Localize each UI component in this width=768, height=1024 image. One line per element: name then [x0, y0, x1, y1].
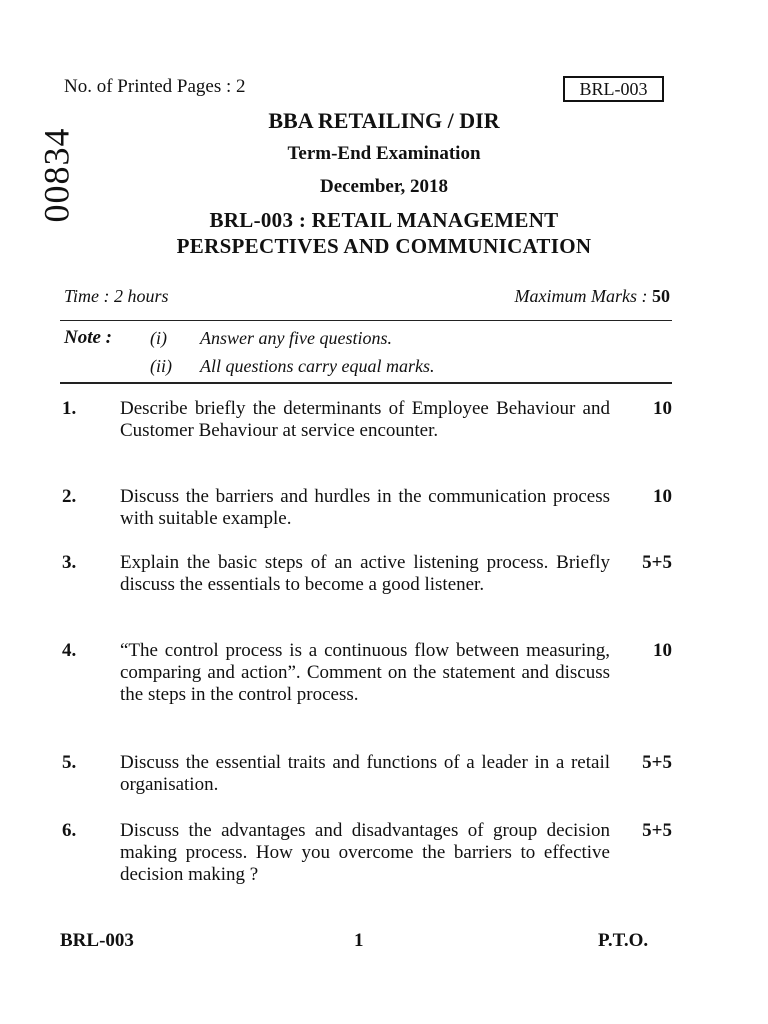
time-allowed: Time : 2 hours [64, 286, 169, 306]
question-marks: 5+5 [642, 552, 672, 573]
paper-code-box: BRL-003 [563, 76, 664, 102]
serial-number-text: 00834 [36, 127, 76, 223]
exam-title: Term-End Examination [287, 143, 481, 164]
paper-title-line1: BRL-003 : RETAIL MANAGEMENT [209, 208, 559, 232]
question-number: 1. [62, 398, 77, 419]
note-label: Note : [64, 327, 113, 348]
question-marks: 10 [653, 640, 672, 661]
question-marks: 5+5 [642, 820, 672, 841]
question-marks: 10 [653, 398, 672, 419]
footer-paper-code: BRL-003 [60, 930, 134, 951]
divider [60, 382, 672, 384]
footer-pto: P.T.O. [598, 930, 649, 951]
divider [60, 320, 672, 321]
question-marks: 10 [653, 486, 672, 507]
programme-title: BBA RETAILING / DIR [268, 108, 500, 133]
question-text: Explain the basic steps of an active listening process. Briefly discuss the essentials to become a good listener. [120, 552, 610, 595]
question-text: Describe briefly the determinants of Employee Behaviour and Customer Behaviour at service encounter. [120, 398, 610, 441]
maximum-marks-label: Maximum Marks : [514, 286, 648, 306]
footer-page-number: 1 [354, 930, 364, 951]
question-number: 5. [62, 752, 77, 773]
maximum-marks-value: 50 [652, 286, 670, 306]
maximum-marks [515, 286, 670, 307]
question-number: 2. [62, 486, 77, 507]
question-text: Discuss the barriers and hurdles in the communication process with suitable example. [120, 486, 610, 529]
exam-date: December, 2018 [319, 176, 449, 197]
question-number: 3. [62, 552, 77, 573]
question-number: 6. [62, 820, 77, 841]
question-marks: 5+5 [642, 752, 672, 773]
note-item [150, 356, 434, 377]
note-item-text: All questions carry equal marks. [200, 356, 435, 376]
question-number: 4. [62, 640, 77, 661]
printed-pages-count: No. of Printed Pages : 2 [64, 76, 246, 97]
note-item-number: (ii) [150, 356, 172, 376]
question-text: Discuss the essential traits and functions of a leader in a retail organisation. [120, 752, 610, 795]
paper-title-line2: PERSPECTIVES AND COMMUNICATION [176, 234, 592, 258]
question-text: Discuss the advantages and disadvantages of group decision making process. How you overcome the barriers to effective decision making ? [120, 820, 610, 885]
note-item [150, 328, 392, 349]
note-item-number: (i) [150, 328, 167, 348]
note-item-text: Answer any five questions. [200, 328, 392, 348]
question-text: “The control process is a continuous flow between measuring, comparing and action”. Comment on the statement and discuss the steps in the control process. [120, 640, 610, 705]
